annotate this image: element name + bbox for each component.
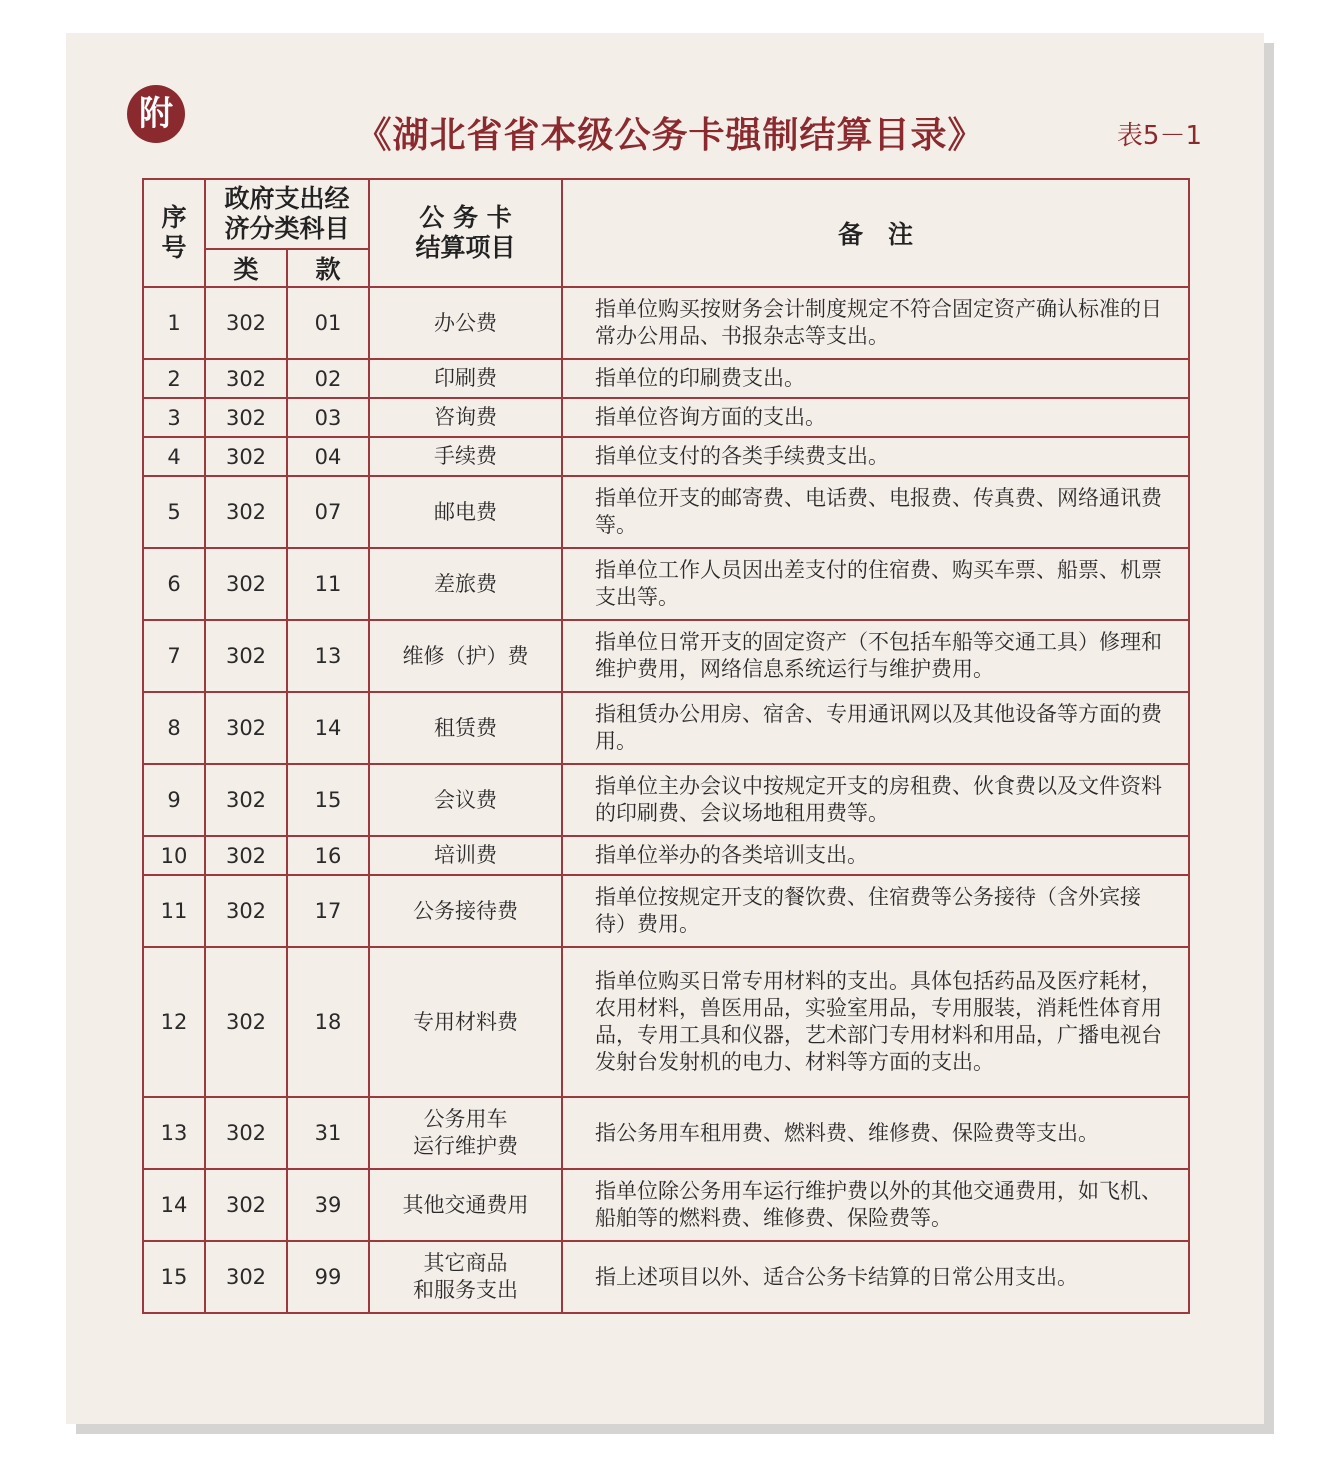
table-row — [143, 692, 1189, 764]
cell-item: 邮电费 — [369, 476, 562, 548]
cell-kuan: 39 — [287, 1169, 369, 1241]
cell-item: 印刷费 — [369, 359, 562, 398]
cell-seq: 4 — [143, 437, 205, 476]
header-seq — [143, 179, 205, 287]
table-row — [143, 398, 1189, 437]
cell-remark: 指单位工作人员因出差支付的住宿费、购买车票、船票、机票支出等。 — [562, 548, 1189, 620]
cell-remark: 指单位咨询方面的支出。 — [562, 398, 1189, 437]
cell-kuan: 01 — [287, 287, 369, 359]
cell-kuan: 17 — [287, 875, 369, 947]
cell-remark: 指单位举办的各类培训支出。 — [562, 836, 1189, 875]
cell-seq: 10 — [143, 836, 205, 875]
cell-remark: 指单位购买日常专用材料的支出。具体包括药品及医疗耗材，农用材料，兽医用品，实验室用品，专用服装，消耗性体育用品，专用工具和仪器，艺术部门专用材料和用品，广播电视台发射台发射机的电力、材料等方面的支出。 — [562, 947, 1189, 1097]
table-row — [143, 1241, 1189, 1313]
item-line: 和服务支出 — [413, 1278, 519, 1302]
cell-remark: 指单位的印刷费支出。 — [562, 359, 1189, 398]
table-row — [143, 1097, 1189, 1169]
cell-kuan: 13 — [287, 620, 369, 692]
cell-item: 租赁费 — [369, 692, 562, 764]
cell-remark: 指单位日常开支的固定资产（不包括车船等交通工具）修理和维护费用，网络信息系统运行与维护费用。 — [562, 620, 1189, 692]
cell-lei: 302 — [205, 1241, 287, 1313]
cell-remark: 指单位购买按财务会计制度规定不符合固定资产确认标准的日常办公用品、书报杂志等支出。 — [562, 287, 1189, 359]
cell-seq: 11 — [143, 875, 205, 947]
cell-item: 办公费 — [369, 287, 562, 359]
cell-kuan: 07 — [287, 476, 369, 548]
cell-lei: 302 — [205, 476, 287, 548]
cell-lei: 302 — [205, 620, 287, 692]
cell-seq: 2 — [143, 359, 205, 398]
cell-remark: 指上述项目以外、适合公务卡结算的日常公用支出。 — [562, 1241, 1189, 1313]
header-line: 济分类科目 — [224, 214, 350, 243]
cell-item: 其他交通费用 — [369, 1169, 562, 1241]
cell-kuan: 14 — [287, 692, 369, 764]
cell-kuan: 02 — [287, 359, 369, 398]
cell-seq: 5 — [143, 476, 205, 548]
cell-seq: 1 — [143, 287, 205, 359]
cell-kuan: 18 — [287, 947, 369, 1097]
header-line: 结算项目 — [415, 233, 516, 262]
header-remark: 备 注 — [562, 179, 1189, 287]
table-row — [143, 836, 1189, 875]
table-row — [143, 947, 1189, 1097]
cell-lei: 302 — [205, 764, 287, 836]
cell-lei: 302 — [205, 692, 287, 764]
appendix-badge: 附 — [127, 85, 185, 143]
cell-item: 维修（护）费 — [369, 620, 562, 692]
cell-seq: 9 — [143, 764, 205, 836]
cell-item — [369, 1097, 562, 1169]
cell-remark: 指租赁办公用房、宿舍、专用通讯网以及其他设备等方面的费用。 — [562, 692, 1189, 764]
header-econ-class — [205, 179, 369, 249]
cell-lei: 302 — [205, 359, 287, 398]
cell-lei: 302 — [205, 1169, 287, 1241]
page-title: 《湖北省省本级公务卡强制结算目录》 — [355, 115, 985, 156]
item-line: 公务用车 — [423, 1107, 508, 1131]
cell-seq: 12 — [143, 947, 205, 1097]
cell-kuan: 16 — [287, 836, 369, 875]
table-row — [143, 620, 1189, 692]
cell-item: 培训费 — [369, 836, 562, 875]
table-number: 表5－1 — [1116, 121, 1202, 151]
item-line: 其它商品 — [423, 1251, 508, 1275]
cell-remark: 指公务用车租用费、燃料费、维修费、保险费等支出。 — [562, 1097, 1189, 1169]
table-row — [143, 437, 1189, 476]
cell-item: 专用材料费 — [369, 947, 562, 1097]
table-row — [143, 1169, 1189, 1241]
cell-seq: 7 — [143, 620, 205, 692]
cell-item: 手续费 — [369, 437, 562, 476]
cell-lei: 302 — [205, 287, 287, 359]
cell-seq: 13 — [143, 1097, 205, 1169]
cell-remark: 指单位主办会议中按规定开支的房租费、伙食费以及文件资料的印刷费、会议场地租用费等。 — [562, 764, 1189, 836]
cell-kuan: 11 — [287, 548, 369, 620]
cell-kuan: 04 — [287, 437, 369, 476]
header-line: 政府支出经 — [224, 184, 350, 213]
header-line: 序 — [161, 203, 187, 232]
header-lei: 类 — [205, 249, 287, 287]
table-row — [143, 287, 1189, 359]
cell-kuan: 15 — [287, 764, 369, 836]
cell-remark: 指单位除公务用车运行维护费以外的其他交通费用，如飞机、船舶等的燃料费、维修费、保险费等。 — [562, 1169, 1189, 1241]
table-row — [143, 476, 1189, 548]
cell-lei: 302 — [205, 836, 287, 875]
cell-remark: 指单位按规定开支的餐饮费、住宿费等公务接待（含外宾接待）费用。 — [562, 875, 1189, 947]
catalog-table — [142, 178, 1190, 1314]
item-line: 运行维护费 — [413, 1134, 519, 1158]
cell-kuan: 03 — [287, 398, 369, 437]
cell-seq: 3 — [143, 398, 205, 437]
cell-lei: 302 — [205, 947, 287, 1097]
table-row — [143, 359, 1189, 398]
table-row — [143, 548, 1189, 620]
cell-seq: 15 — [143, 1241, 205, 1313]
cell-lei: 302 — [205, 1097, 287, 1169]
cell-remark: 指单位开支的邮寄费、电话费、电报费、传真费、网络通讯费等。 — [562, 476, 1189, 548]
cell-item: 会议费 — [369, 764, 562, 836]
cell-item: 咨询费 — [369, 398, 562, 437]
cell-lei: 302 — [205, 875, 287, 947]
cell-kuan: 99 — [287, 1241, 369, 1313]
cell-item — [369, 1241, 562, 1313]
header-kuan: 款 — [287, 249, 369, 287]
cell-seq: 14 — [143, 1169, 205, 1241]
cell-lei: 302 — [205, 398, 287, 437]
cell-item: 公务接待费 — [369, 875, 562, 947]
cell-kuan: 31 — [287, 1097, 369, 1169]
header-line: 号 — [161, 233, 187, 262]
cell-lei: 302 — [205, 437, 287, 476]
table-row — [143, 875, 1189, 947]
header-line: 公 务 卡 — [419, 203, 512, 232]
cell-seq: 8 — [143, 692, 205, 764]
cell-remark: 指单位支付的各类手续费支出。 — [562, 437, 1189, 476]
table-row — [143, 764, 1189, 836]
cell-seq: 6 — [143, 548, 205, 620]
header-item — [369, 179, 562, 287]
cell-item: 差旅费 — [369, 548, 562, 620]
cell-lei: 302 — [205, 548, 287, 620]
